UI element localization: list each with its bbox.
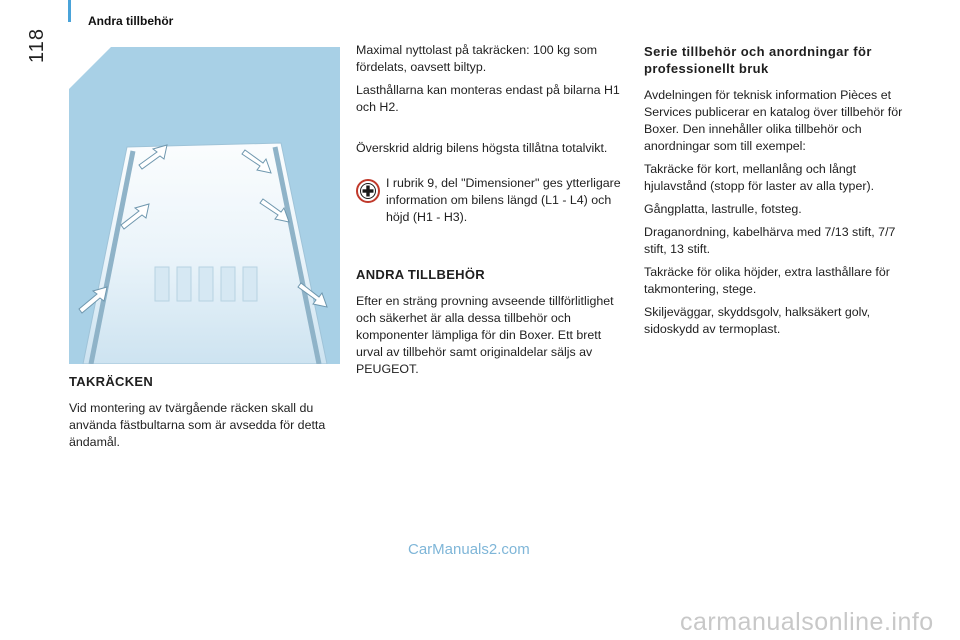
dimensions-info-text: I rubrik 9, del "Dimensioner" ges ytterligare information om bilens längd (L1 - L4) och höjd (H1 - H3). [386, 176, 621, 224]
other-accessories-text: Efter en sträng provning avseende tillförlitlighet och säkerhet är alla dessa tillbehör och komponenter lämpliga för din Boxer. Ett brett urval av tillbehör samt originaldelar säljs av PEUGEOT. [356, 294, 614, 376]
accessory-item: Draganordning, kabelhärva med 7/13 stift, 7/7 stift, 13 stift. [644, 225, 896, 256]
page-number: 118 [25, 28, 48, 63]
section-edge-bar [68, 0, 71, 22]
watermark-carmanualsonline[interactable]: carmanualsonline.info [680, 608, 934, 636]
load-info-column [356, 42, 628, 384]
roof-rack-section [69, 373, 341, 457]
accessory-item: Takräcke för olika höjder, extra lasthållare för takmontering, stege. [644, 265, 890, 296]
info-note [356, 175, 628, 226]
professional-accessories-heading: Serie tillbehör och anordningar för professionellt bruk [644, 44, 872, 76]
roof-rack-illustration [69, 47, 340, 364]
roof-rack-text: Vid montering av tvärgående räcken skall du använda fästbultarna som är avsedda för detta ändamål. [69, 401, 326, 449]
other-accessories-heading: ANDRA TILLBEHÖR [356, 267, 485, 282]
accessory-item: Skiljeväggar, skyddsgolv, halksäkert golv, sidoskydd av termoplast. [644, 305, 871, 336]
section-title: Andra tillbehör [88, 14, 174, 28]
total-weight-warning: Överskrid aldrig bilens högsta tillåtna totalvikt. [356, 141, 608, 155]
plus-info-icon [356, 179, 380, 203]
roof-rack-drawing [69, 47, 340, 364]
catalog-intro-text: Avdelningen för teknisk information Pièces et Services publicerar en katalog över tillbehör för Boxer. Den innehåller olika tillbehör och anordningar som till exempel: [644, 88, 903, 153]
carrier-mount-text: Lasthållarna kan monteras endast på bilarna H1 och H2. [356, 83, 620, 114]
watermark-carmanuals2[interactable]: CarManuals2.com [408, 541, 530, 558]
max-load-text: Maximal nyttolast på takräcken: 100 kg som fördelats, oavsett biltyp. [356, 43, 598, 74]
roof-rack-heading: TAKRÄCKEN [69, 374, 154, 389]
accessory-item: Takräcke för kort, mellanlång och långt hjulavstånd (stopp för laster av alla typer). [644, 162, 875, 193]
professional-accessories-column [644, 43, 906, 344]
accessory-item: Gångplatta, lastrulle, fotsteg. [644, 202, 802, 216]
